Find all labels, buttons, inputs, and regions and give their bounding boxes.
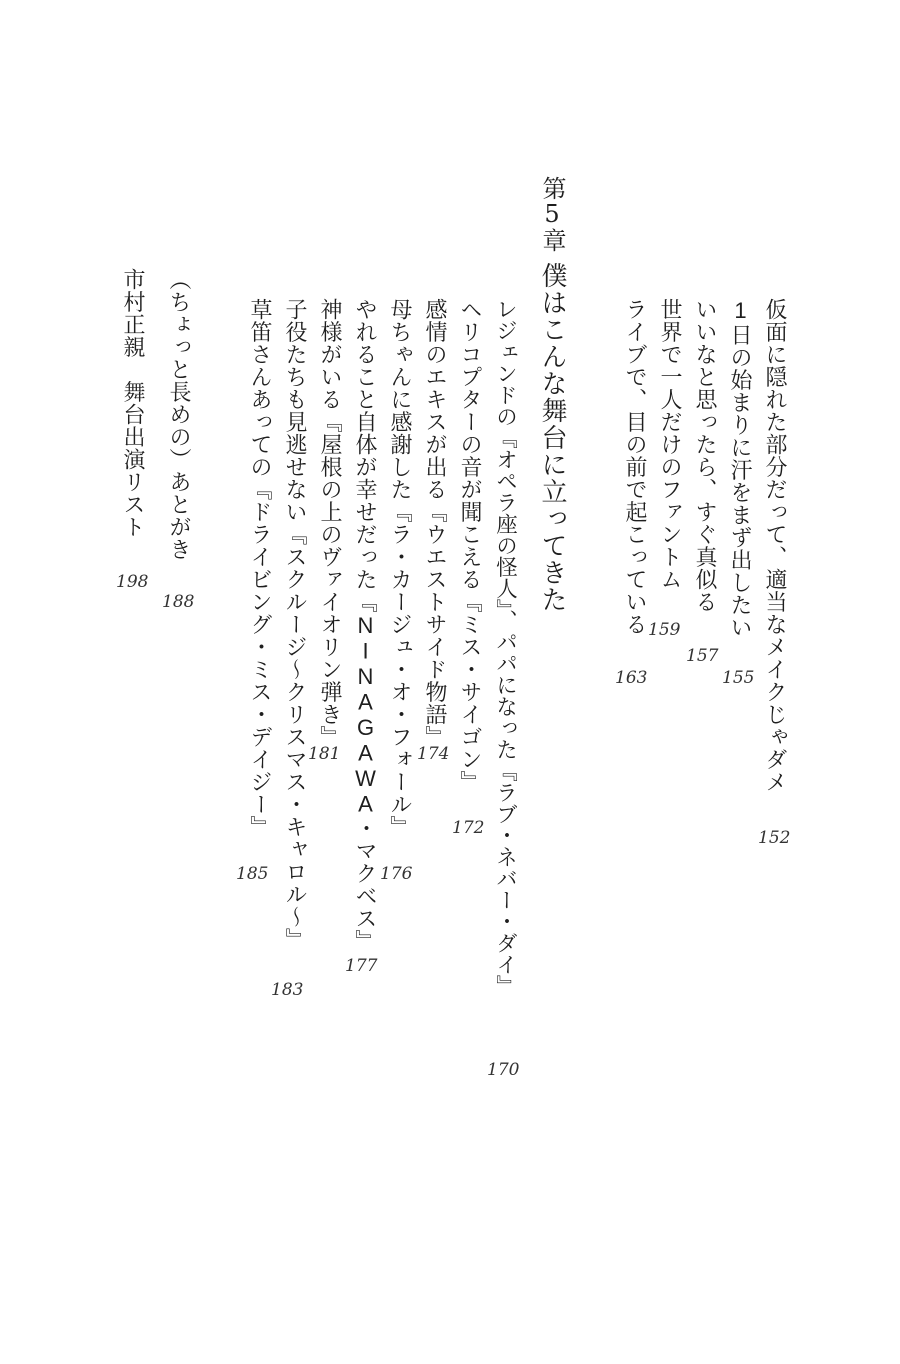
toc-entry-page: 174 (417, 744, 450, 764)
chapter-title: 僕はこんな舞台に立ってきた (537, 262, 567, 613)
toc-entry[interactable] (685, 0, 725, 1364)
toc-entry-page: 157 (686, 646, 719, 666)
toc-entry[interactable] (310, 0, 350, 1364)
toc-entry-title: 世界で一人だけのファントム (658, 298, 683, 591)
toc-entry-title: ヘリコプターの音が聞こえる『ミス・サイゴン』 (458, 298, 483, 793)
toc-entry-title: いいなと思ったら、すぐ真似る (693, 298, 718, 613)
toc-entry[interactable] (271, 0, 315, 1364)
toc-entry-page: 181 (308, 744, 341, 764)
toc-entry[interactable] (450, 0, 490, 1364)
toc-entry-page: 176 (380, 864, 413, 884)
toc-entry-page: 177 (345, 956, 378, 976)
toc-entry-stage-list[interactable] (112, 0, 152, 1364)
toc-entry-page: 185 (236, 864, 269, 884)
toc-entry-title: 神様がいる『屋根の上のヴァイオリン弾き』 (318, 298, 343, 748)
toc-entry-page: 188 (162, 592, 195, 612)
toc-entry-title: 母ちゃんに感謝した『ラ・カージュ・オ・フォール』 (388, 298, 413, 838)
toc-entry-page: 170 (487, 1060, 520, 1080)
toc-entry[interactable] (755, 0, 795, 1364)
toc-entry[interactable] (720, 0, 760, 1364)
toc-entry-page: 163 (615, 668, 648, 688)
toc-entry-afterword[interactable] (158, 0, 198, 1364)
toc-entry-page: 198 (116, 572, 149, 592)
toc-entry[interactable] (345, 0, 385, 1364)
toc-entry[interactable] (380, 0, 420, 1364)
toc-entry[interactable] (650, 0, 690, 1364)
toc-entry-page: 159 (648, 620, 681, 640)
toc-entry-title: （ちょっと長めの）あとがき (166, 268, 191, 561)
toc-entry-title: レジェンドの『オペラ座の怪人』、パパになった『ラブ・ネバー・ダイ』 (493, 298, 518, 997)
chapter-label: 第5章 (538, 176, 566, 252)
toc-entry-page: 172 (452, 818, 485, 838)
toc-entry-page: 155 (722, 668, 755, 688)
toc-entry[interactable] (236, 0, 280, 1364)
toc-entry-title: ライブで、目の前で起こっている (623, 298, 648, 636)
chapter-heading[interactable] (532, 0, 576, 1364)
toc-entry-title: 草笛さんあっての『ドライビング・ミス・デイジー』 (248, 298, 273, 838)
toc-entry-title: 1日の始まりに汗をまず出したい (728, 298, 753, 639)
toc-entry-title: 市村正親 舞台出演リスト (120, 268, 145, 538)
toc-entry-page: 152 (758, 828, 791, 848)
toc-entry[interactable] (415, 0, 455, 1364)
toc-entry[interactable] (485, 0, 525, 1364)
toc-entry-title: やれること自体が幸せだった『NINAGAWA・マクベス』 (353, 298, 378, 952)
toc-entry-title: 子役たちも見逃せない『スクルージ～クリスマス・キャロル～』 (283, 298, 308, 951)
toc-entry-page: 183 (271, 980, 304, 1000)
toc-entry-title: 感情のエキスが出る『ウエストサイド物語』 (423, 298, 448, 748)
toc-entry-title: 仮面に隠れた部分だって、適当なメイクじゃダメ (763, 298, 788, 793)
toc-entry[interactable] (615, 0, 655, 1364)
